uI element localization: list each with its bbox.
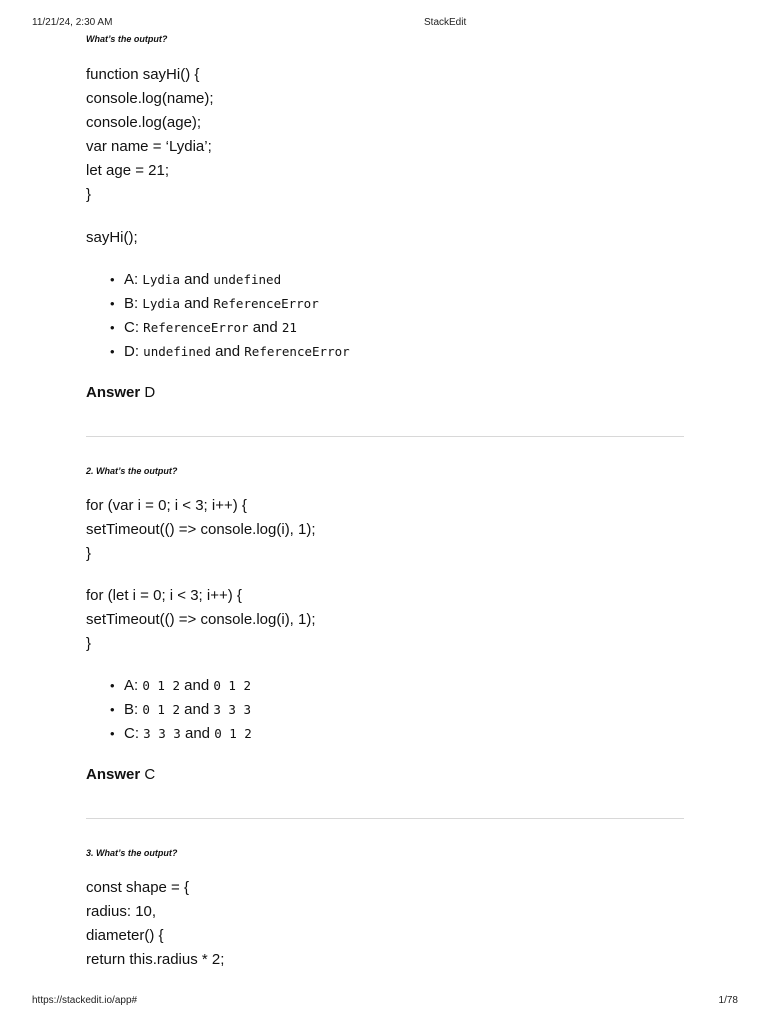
page-url: https://stackedit.io/app# bbox=[32, 995, 138, 1006]
document-content bbox=[86, 32, 684, 972]
question-code bbox=[86, 226, 684, 250]
code-line: const shape = { bbox=[86, 879, 189, 896]
question-2 bbox=[86, 464, 684, 787]
option-a: • A: Lydia and undefined bbox=[86, 268, 684, 292]
question-title: 3. What’s the output? bbox=[86, 848, 178, 858]
code-line: function sayHi() { bbox=[86, 66, 200, 83]
page-counter: 1/78 bbox=[718, 995, 738, 1006]
print-header bbox=[0, 17, 768, 31]
code-line: return this.radius * 2; bbox=[86, 951, 225, 968]
section-divider bbox=[86, 818, 684, 819]
question-code bbox=[86, 63, 684, 207]
section-divider bbox=[86, 436, 684, 437]
code-line: console.log(name); bbox=[86, 90, 214, 107]
question-code bbox=[86, 494, 684, 566]
answer-label: Answer bbox=[86, 384, 141, 401]
answer-value: D bbox=[140, 384, 156, 401]
answer-label: Answer bbox=[86, 766, 141, 783]
code-line: diameter() { bbox=[86, 927, 164, 944]
code-line: sayHi(); bbox=[86, 229, 138, 246]
option-b: • B: 0 1 2 and 3 3 3 bbox=[86, 698, 684, 722]
question-3 bbox=[86, 846, 684, 972]
answer-options bbox=[86, 268, 684, 364]
option-d: • D: undefined and ReferenceError bbox=[86, 340, 684, 364]
code-line: let age = 21; bbox=[86, 162, 169, 179]
code-line: radius: 10, bbox=[86, 903, 157, 920]
code-line: } bbox=[86, 186, 92, 203]
code-line: for (var i = 0; i < 3; i++) { bbox=[86, 497, 247, 514]
option-c: • C: 3 3 3 and 0 1 2 bbox=[86, 722, 684, 746]
code-line: setTimeout(() => console.log(i), 1); bbox=[86, 611, 316, 628]
question-title: What’s the output? bbox=[86, 34, 168, 44]
option-a: • A: 0 1 2 and 0 1 2 bbox=[86, 674, 684, 698]
code-line: } bbox=[86, 545, 92, 562]
print-date: 11/21/24, 2:30 AM bbox=[32, 17, 113, 28]
question-1 bbox=[86, 32, 684, 405]
question-title: 2. What’s the output? bbox=[86, 466, 178, 476]
code-line: } bbox=[86, 635, 92, 652]
answer-value: C bbox=[140, 766, 156, 783]
answer-options bbox=[86, 674, 684, 746]
print-site-title: StackEdit bbox=[424, 17, 467, 28]
question-code bbox=[86, 876, 684, 972]
code-line: var name = ‘Lydia’; bbox=[86, 138, 212, 155]
answer-line bbox=[86, 763, 684, 787]
print-footer bbox=[0, 995, 768, 1009]
code-line: console.log(age); bbox=[86, 114, 202, 131]
option-b: • B: Lydia and ReferenceError bbox=[86, 292, 684, 316]
answer-line bbox=[86, 381, 684, 405]
code-line: setTimeout(() => console.log(i), 1); bbox=[86, 521, 316, 538]
option-c: • C: ReferenceError and 21 bbox=[86, 316, 684, 340]
question-code bbox=[86, 584, 684, 656]
code-line: for (let i = 0; i < 3; i++) { bbox=[86, 587, 242, 604]
